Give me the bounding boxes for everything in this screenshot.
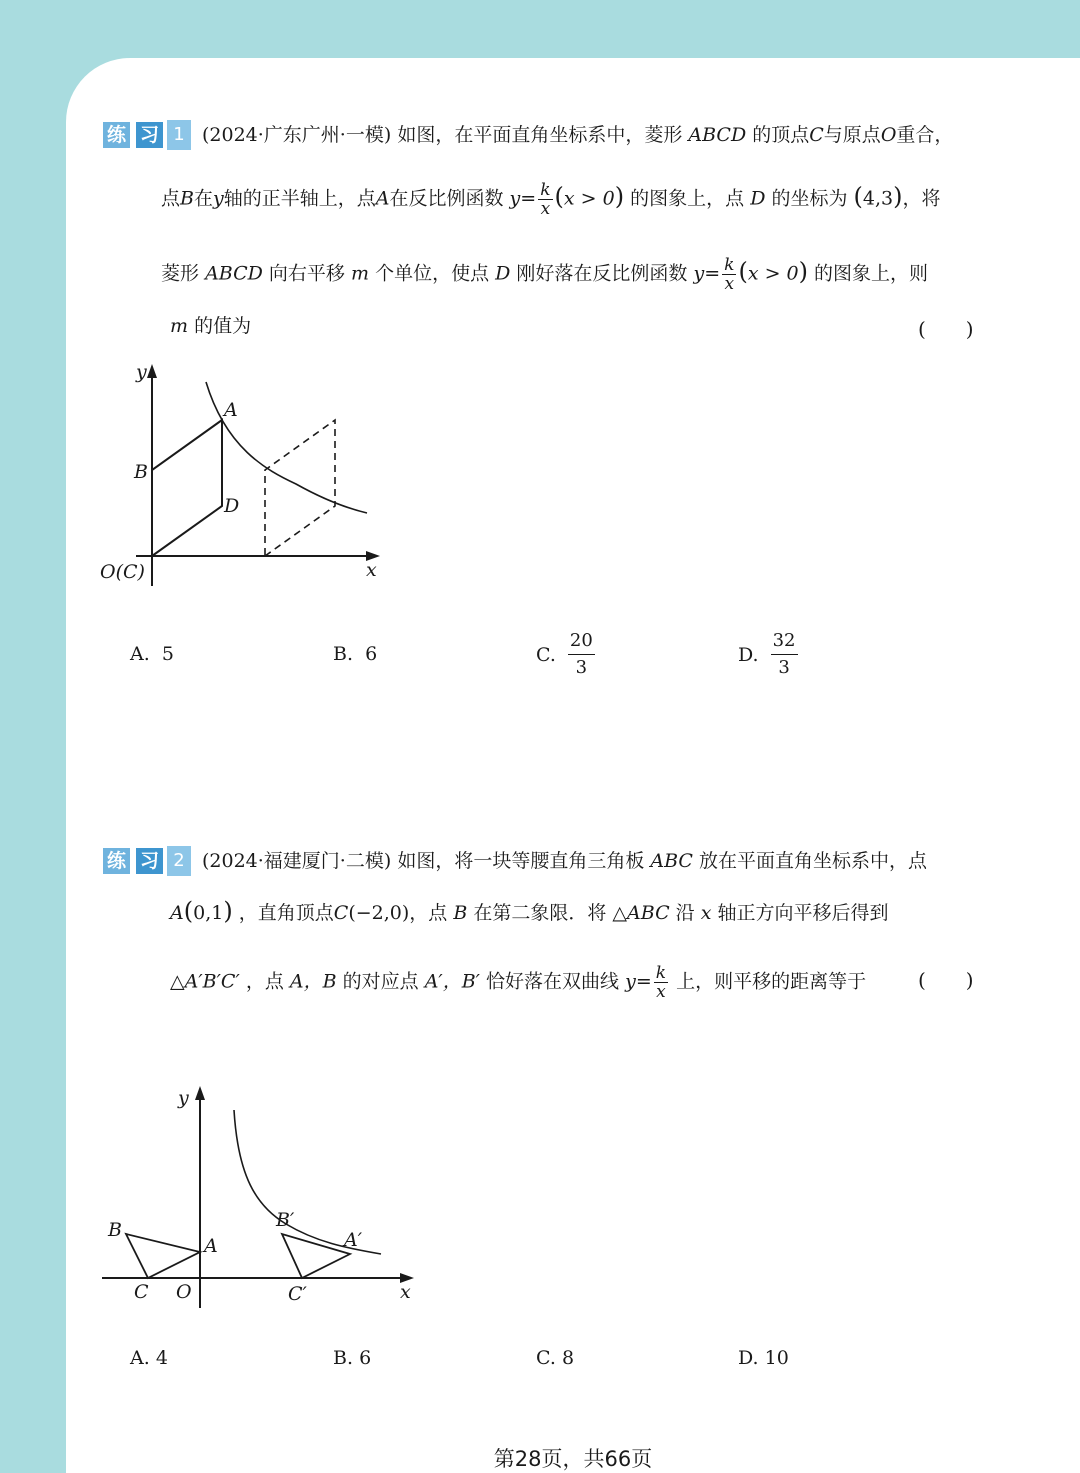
tag-char-2: 习 — [134, 846, 165, 876]
label-b: B — [134, 461, 148, 483]
text: 沿 — [675, 902, 695, 924]
var: ABCD — [205, 262, 263, 285]
tag-number: 1 — [167, 120, 191, 150]
problem-1-line-1 — [202, 123, 953, 147]
text: 在第二象限．将 — [473, 902, 607, 924]
option-value: 8 — [561, 1347, 575, 1369]
var: y — [693, 262, 705, 285]
tag-number: 2 — [167, 846, 191, 876]
text: ，将 — [902, 187, 941, 210]
tag-char-2: 习 — [134, 120, 165, 150]
label-d: D — [224, 495, 240, 517]
label-x: x — [366, 559, 377, 581]
triangle-abc — [126, 1234, 200, 1278]
text: 的顶点 — [752, 124, 810, 146]
problem-1-line-4 — [170, 314, 251, 338]
var: C — [809, 124, 824, 146]
var: A — [170, 902, 184, 924]
text: 如图，在平面直角坐标系中，菱形 — [397, 124, 683, 146]
var: △ABC — [612, 902, 670, 924]
var: m — [350, 262, 370, 285]
label-c: C — [134, 1281, 149, 1303]
option-value: 10 — [764, 1347, 789, 1369]
fraction — [654, 964, 668, 1001]
option-letter: C. — [536, 643, 556, 666]
label-b-prime: B′ — [276, 1209, 295, 1231]
label-y: y — [136, 361, 147, 383]
option-d[interactable] — [738, 628, 800, 681]
var: m — [170, 315, 189, 337]
source: (2024·广东广州·一模) — [202, 124, 392, 146]
option-c[interactable] — [536, 628, 597, 681]
y-axis-arrow — [195, 1086, 205, 1100]
label-origin: O(C) — [100, 561, 145, 583]
option-d[interactable] — [738, 1346, 789, 1370]
numerator: k — [724, 255, 735, 275]
answer-blank: ( ) — [918, 968, 974, 992]
option-letter: B. — [333, 1347, 354, 1369]
var: △A′B′C′ — [170, 970, 240, 993]
text: 点 — [161, 187, 181, 210]
rhombus-abcd — [152, 420, 222, 556]
page-footer: 第28页，共66页 — [493, 1447, 653, 1471]
label-c-prime: C′ — [288, 1283, 307, 1305]
label-a: A — [224, 399, 238, 421]
tag-char-1: 练 — [101, 846, 132, 876]
text: ，点 — [409, 902, 448, 924]
text: 恰好落在双曲线 — [486, 970, 620, 993]
text: 的图象上，则 — [814, 262, 929, 285]
option-b[interactable] — [333, 642, 377, 666]
exercise-tag-2 — [101, 846, 191, 876]
text: 重合， — [896, 124, 954, 146]
condition: x > 0 — [563, 187, 615, 210]
option-a[interactable] — [130, 642, 174, 666]
var: B — [180, 187, 194, 210]
var: C — [333, 902, 349, 924]
numerator: k — [655, 963, 667, 983]
text: 上，则平移的距离等于 — [676, 970, 867, 993]
label-a: A — [204, 1235, 218, 1257]
denominator: x — [656, 982, 666, 1002]
var: O — [880, 124, 897, 146]
numerator: k — [540, 180, 551, 200]
answer-blank: ( ) — [918, 317, 974, 341]
label-o: O — [176, 1281, 192, 1303]
text: 刚好落在反比例函数 — [516, 262, 688, 285]
denominator: 3 — [575, 657, 588, 678]
problem-2-line-1 — [202, 849, 927, 873]
source: (2024·福建厦门·二模) — [202, 850, 392, 872]
numerator: 20 — [568, 628, 595, 655]
text: 放在平面直角坐标系中，点 — [699, 850, 928, 872]
var: B — [453, 902, 468, 924]
label-x: x — [400, 1281, 411, 1303]
label-y: y — [178, 1087, 189, 1109]
text: 在反比例函数 — [389, 187, 504, 210]
fraction — [538, 181, 552, 218]
option-letter: A. — [130, 1347, 150, 1369]
problem-1-line-2: 点B在y轴的正半轴上，点A在反比例函数 y= $\frac{k}{x}$ (x > 0) 的图象上，点 D 的坐标为 (4,3)，将 — [161, 180, 941, 219]
option-fraction — [568, 628, 595, 681]
option-b[interactable] — [333, 1346, 371, 1370]
var: y — [213, 187, 224, 210]
tag-char-1: 练 — [101, 120, 132, 150]
var: A，B — [289, 970, 337, 993]
denominator: 3 — [778, 657, 790, 678]
var: y — [625, 970, 636, 993]
var: A — [375, 187, 390, 210]
condition: x > 0 — [747, 262, 799, 285]
option-c[interactable] — [536, 1346, 574, 1370]
exercise-tag-1 — [101, 120, 191, 150]
text: 的值为 — [194, 315, 252, 337]
var: y — [509, 187, 521, 210]
var: ABC — [650, 850, 693, 872]
problem-2-line-3: △A′B′C′ ，点 A，B 的对应点 A′，B′ 恰好落在双曲线 y= $\frac{k}{x}$ 上，则平移的距离等于 — [170, 963, 867, 1002]
option-fraction — [771, 628, 798, 681]
text: 的图象上，点 — [630, 187, 745, 210]
page-sheet — [66, 58, 1080, 1473]
var: ABCD — [688, 124, 747, 146]
text: 个单位，使点 — [375, 262, 490, 285]
denominator: x — [724, 274, 735, 294]
text: 在 — [193, 187, 213, 210]
coordinate: 0,1 — [193, 902, 224, 924]
y-axis-arrow — [147, 364, 157, 378]
problem-1-line-3: 菱形 ABCD 向右平移 m 个单位，使点 D 刚好落在反比例函数 y= $\frac{k}{x}$ (x > 0) 的图象上，则 — [161, 255, 929, 294]
var: x — [700, 902, 712, 924]
text: 的对应点 — [342, 970, 419, 993]
denominator: x — [540, 199, 551, 219]
text: ，直角顶点 — [238, 902, 334, 924]
figure-1 — [96, 358, 396, 598]
label-a-prime: A′ — [344, 1229, 363, 1251]
text: 菱形 — [161, 262, 200, 285]
coordinate: 4,3 — [862, 187, 894, 210]
option-letter: B. — [333, 643, 354, 665]
coordinate: (−2,0) — [348, 902, 410, 924]
option-value: 4 — [155, 1347, 168, 1369]
text: 轴正方向平移后得到 — [717, 902, 889, 924]
option-value: 6 — [365, 643, 378, 665]
rhombus-translated — [265, 420, 335, 556]
option-letter: D. — [738, 1347, 759, 1369]
numerator: 32 — [771, 628, 798, 655]
option-letter: D. — [738, 643, 759, 666]
var: A′，B′ — [424, 970, 480, 993]
option-letter: A. — [130, 643, 150, 665]
label-b: B — [108, 1219, 122, 1241]
var: D — [495, 262, 511, 285]
figure-2 — [96, 1076, 436, 1316]
text: 的坐标为 — [771, 187, 848, 210]
option-a[interactable] — [130, 1346, 168, 1370]
text: 轴的正半轴上，点 — [223, 187, 376, 210]
text: 与原点 — [823, 124, 881, 146]
option-value: 6 — [359, 1347, 372, 1369]
var: D — [750, 187, 766, 210]
problem-2-line-2: A(0,1) ，直角顶点C(−2,0)，点 B 在第二象限．将 △ABC 沿 x 轴正方向平移后得到 — [170, 897, 889, 925]
fraction — [722, 256, 736, 293]
option-value: 5 — [161, 643, 174, 665]
text: ，点 — [245, 970, 284, 993]
text: 如图，将一块等腰直角三角板 — [397, 850, 645, 872]
triangle-abc-translated — [282, 1234, 350, 1278]
option-letter: C. — [536, 1347, 556, 1369]
text: 向右平移 — [268, 262, 345, 285]
